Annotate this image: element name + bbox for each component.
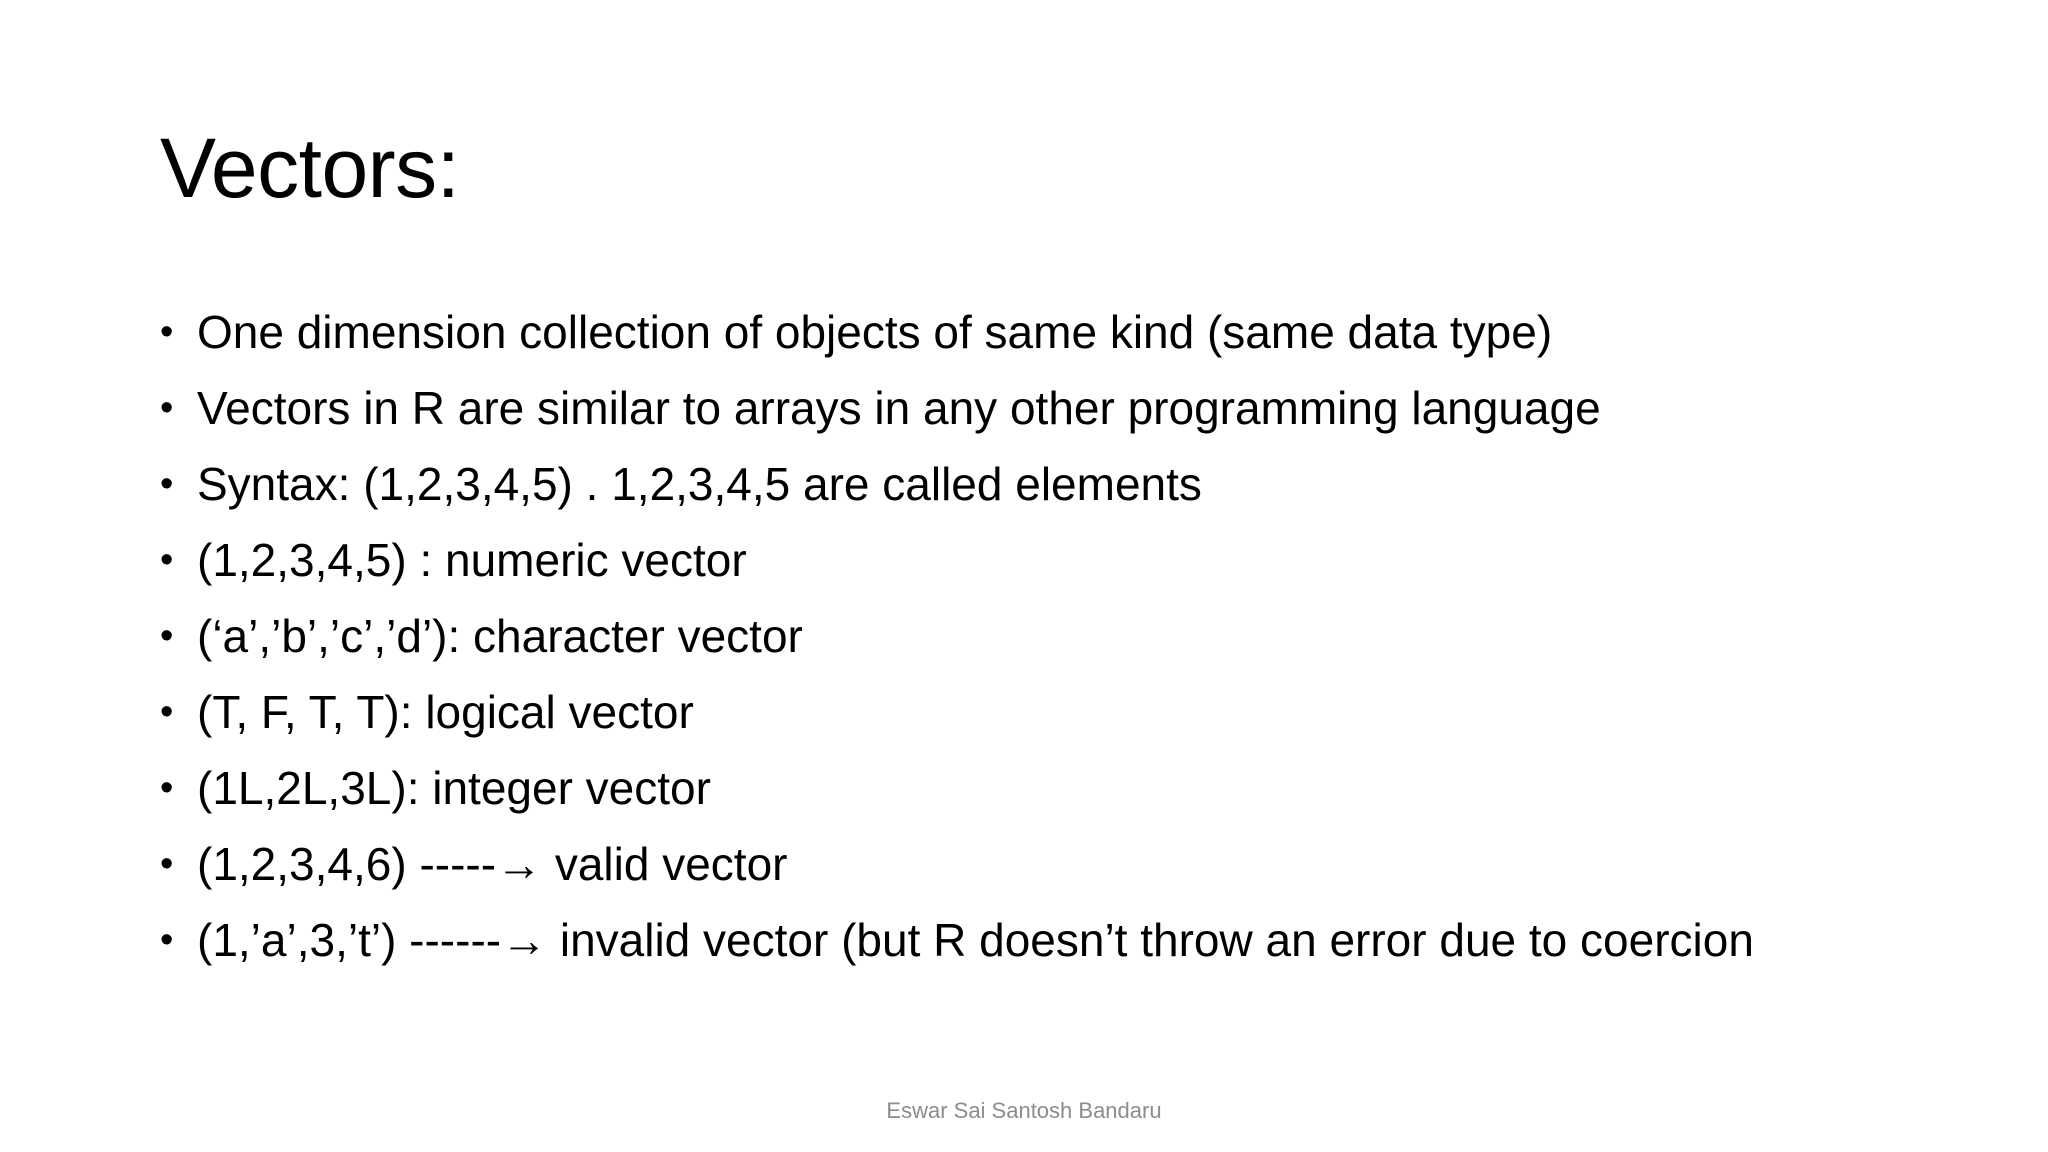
bullet-dot-icon: • xyxy=(160,311,174,353)
bullet-dot-icon: • xyxy=(160,691,174,733)
bullet-item xyxy=(160,610,1920,663)
bullet-text: (1L,2L,3L): integer vector xyxy=(197,762,711,814)
bullet-item xyxy=(160,306,1920,359)
bullet-text: Syntax: (1,2,3,4,5) . 1,2,3,4,5 are called elements xyxy=(197,458,1202,510)
bullet-text: (1,2,3,4,6) -----→ valid vector xyxy=(197,838,788,890)
bullet-text: One dimension collection of objects of same kind (same data type) xyxy=(197,306,1553,358)
bullet-dot-icon: • xyxy=(160,615,174,657)
bullet-dot-icon: • xyxy=(160,843,174,885)
bullet-item xyxy=(160,914,1920,967)
slide-title: Vectors: xyxy=(160,121,460,215)
bullet-dot-icon: • xyxy=(160,463,174,505)
bullet-item xyxy=(160,686,1920,739)
bullet-dot-icon: • xyxy=(160,767,174,809)
bullet-item xyxy=(160,382,1920,435)
bullet-text: (T, F, T, T): logical vector xyxy=(197,686,694,738)
bullet-text: (‘a’,’b’,’c’,’d’): character vector xyxy=(197,610,803,662)
bullet-item xyxy=(160,838,1920,891)
bullet-dot-icon: • xyxy=(160,919,174,961)
bullet-item xyxy=(160,458,1920,511)
bullet-text: (1,’a’,3,’t’) ------→ invalid vector (but R doesn’t throw an error due to coercion xyxy=(197,914,1754,966)
bullet-list xyxy=(160,306,1920,990)
bullet-text: Vectors in R are similar to arrays in any other programming language xyxy=(197,382,1601,434)
bullet-dot-icon: • xyxy=(160,387,174,429)
bullet-dot-icon: • xyxy=(160,539,174,581)
bullet-text: (1,2,3,4,5) : numeric vector xyxy=(197,534,747,586)
footer-author: Eswar Sai Santosh Bandaru xyxy=(886,1098,1162,1123)
bullet-item xyxy=(160,534,1920,587)
bullet-item xyxy=(160,762,1920,815)
